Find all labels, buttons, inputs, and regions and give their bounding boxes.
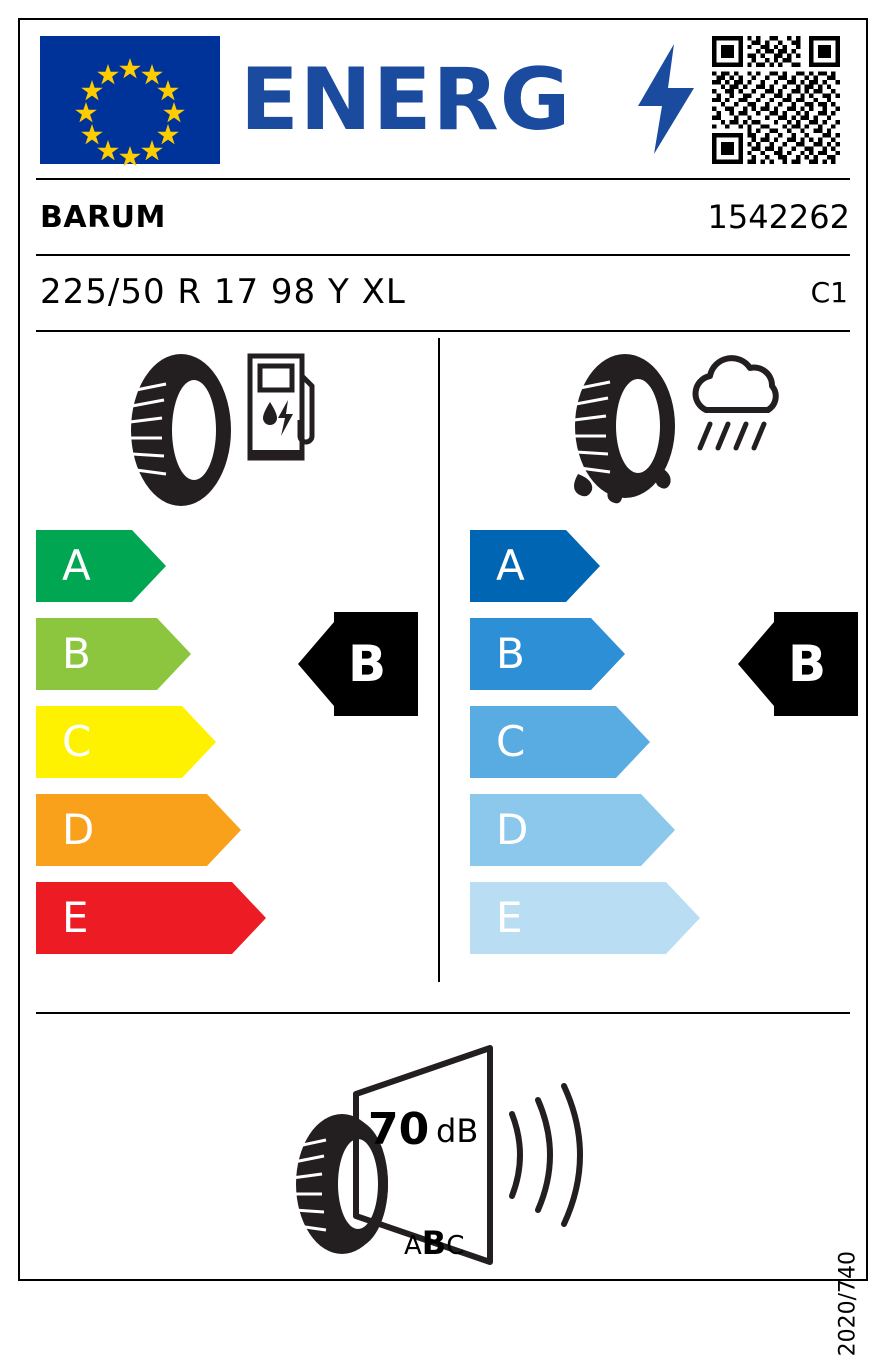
- noise-class-b: B: [421, 1224, 447, 1262]
- fuel-grade-letter: C: [62, 717, 92, 766]
- eu-flag-stars: [40, 36, 220, 164]
- noise-unit: dB: [436, 1112, 479, 1150]
- eu-flag-icon: [40, 36, 220, 164]
- tyre-class: C1: [810, 276, 848, 309]
- regulation-year: 2020/740: [835, 1251, 860, 1356]
- brand-name: BARUM: [40, 200, 166, 235]
- fuel-grade-row: [36, 706, 266, 778]
- fuel-efficiency-grades: [36, 530, 266, 970]
- wet-grade-row: [470, 882, 700, 954]
- header-divider: [36, 178, 850, 180]
- fuel-result-pointer: [298, 612, 418, 716]
- fuel-grade-letter: D: [62, 805, 95, 854]
- tyre-size: 225/50 R 17 98 Y XL: [40, 272, 406, 312]
- noise-class-a: A: [404, 1231, 422, 1261]
- energ-wordmark: ENERG: [240, 50, 572, 150]
- noise-value: 70: [368, 1104, 430, 1155]
- wet-grade-row: [470, 618, 700, 690]
- wet-grade-letter: D: [496, 805, 529, 854]
- fuel-grade-row: [36, 882, 266, 954]
- fuel-pump-icon: [248, 352, 320, 462]
- product-code: 1542262: [707, 198, 850, 236]
- brand-divider: [36, 254, 850, 256]
- qr-code-icon: [712, 36, 840, 164]
- fuel-result-letter: B: [347, 635, 387, 693]
- fuel-grade-row: [36, 794, 266, 866]
- fuel-grade-arrow-a: [36, 530, 166, 602]
- fuel-grade-arrow-b: [36, 618, 191, 690]
- wet-grade-row: [470, 706, 700, 778]
- wet-grade-letter: A: [496, 541, 525, 590]
- lightning-bolt-icon: [636, 44, 696, 154]
- noise-class-scale: [404, 1224, 464, 1262]
- fuel-grade-row: [36, 530, 266, 602]
- wet-grade-letter: B: [496, 629, 525, 678]
- fuel-grade-letter: B: [62, 629, 91, 678]
- wet-grip-result-pointer: [738, 612, 858, 716]
- wet-grip-result-letter: B: [787, 635, 827, 693]
- wet-grade-letter: C: [496, 717, 526, 766]
- fuel-grade-letter: E: [62, 893, 89, 942]
- wet-grip-grades: [470, 530, 700, 970]
- fuel-grade-row: [36, 618, 266, 690]
- wet-grade-arrow-b: [470, 618, 625, 690]
- column-divider: [438, 338, 440, 982]
- fuel-grade-letter: A: [62, 541, 91, 590]
- wet-grade-row: [470, 530, 700, 602]
- tyre-splash-icon: [570, 350, 680, 510]
- wet-grade-row: [470, 794, 700, 866]
- tyre-icon: [126, 350, 236, 510]
- wet-grade-arrow-a: [470, 530, 600, 602]
- noise-class-c: C: [446, 1231, 465, 1261]
- size-divider: [36, 330, 850, 332]
- wet-grade-letter: E: [496, 893, 523, 942]
- noise-divider: [36, 1012, 850, 1014]
- rain-cloud-icon: [680, 352, 790, 472]
